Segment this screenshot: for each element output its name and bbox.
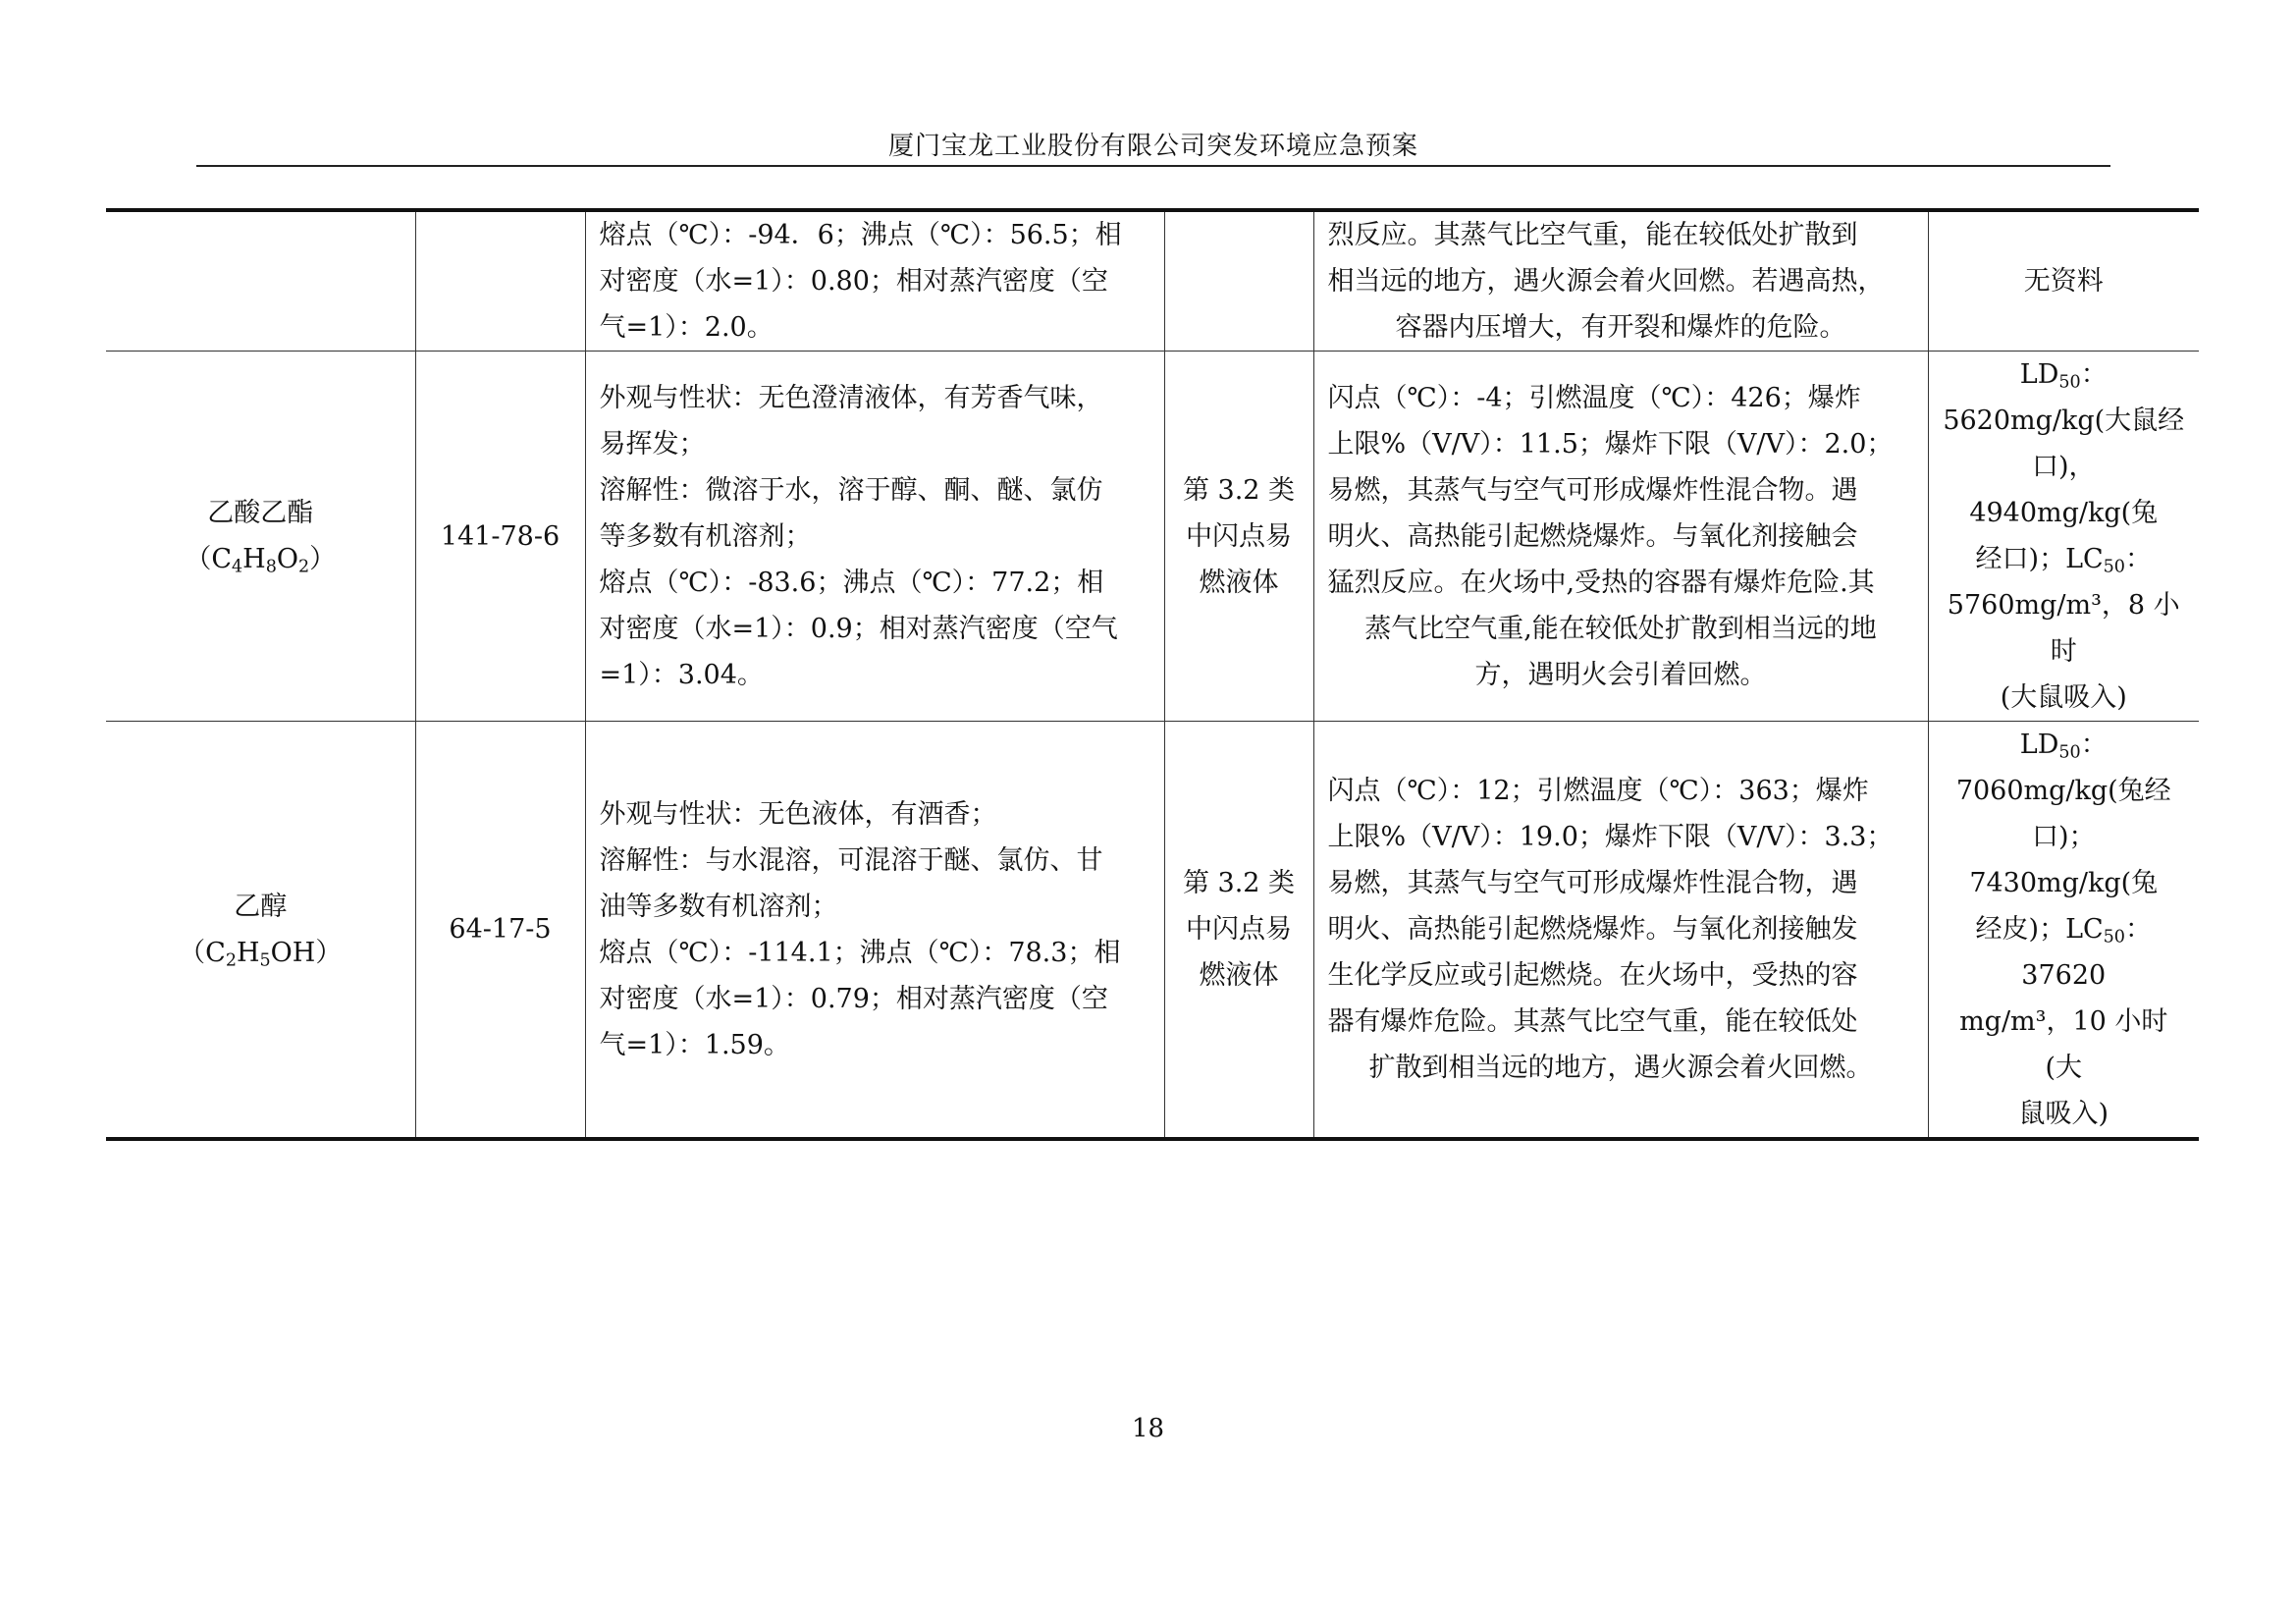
header-divider <box>196 165 2110 167</box>
hazard-line: 上限%（V/V）：19.0；爆炸下限（V/V）：3.3； <box>1327 822 1894 852</box>
hazard-line: 方，遇明火会引着回燃。 <box>1474 659 1767 690</box>
toxicity-line: 经口)；$LC_{50}$： <box>1975 544 2152 577</box>
page-number: 18 <box>1131 1414 1165 1443</box>
toxicity-line: (大鼠吸入) <box>2000 682 2127 713</box>
toxicity-line: 经皮)；$LC_{50}$：37620 <box>1975 914 2152 991</box>
hazard-line: 易燃，其蒸气与空气可形成爆炸性混合物。遇 <box>1327 474 1858 506</box>
toxicity-line: $LD_{50}$： <box>2019 730 2108 763</box>
hazard-line: 易燃，其蒸气与空气可形成爆炸性混合物，遇 <box>1327 868 1858 898</box>
properties-line: 易挥发； <box>599 428 706 460</box>
cas-number-cell <box>415 722 585 1140</box>
hazard-line: 闪点（℃）：12；引燃温度（℃）：363；爆炸 <box>1327 776 1869 806</box>
toxicity-line: 鼠吸入) <box>2018 1099 2109 1129</box>
toxicity-line: 5620mg/kg(大鼠经 <box>1943 406 2185 436</box>
hazard-class-line: 燃液体 <box>1199 567 1279 598</box>
hazard-line: 蒸气比空气重,能在较低处扩散到相当远的地 <box>1364 613 1877 644</box>
hazard-line: 扩散到相当远的地方，遇火源会着火回燃。 <box>1368 1053 1873 1083</box>
table-row <box>106 210 2199 352</box>
toxicity-line: 7060mg/kg(兔经 <box>1955 776 2171 806</box>
document-header-title: 厦门宝龙工业股份有限公司突发环境应急预案 <box>887 132 1418 161</box>
cas-number: 141-78-6 <box>440 520 561 552</box>
properties-cell <box>585 210 1164 352</box>
properties-line: 熔点（℃）：-94．6；沸点（℃）：56.5；相 <box>599 220 1122 250</box>
hazard-line: 猛烈反应。在火场中,受热的容器有爆炸危险.其 <box>1327 567 1875 598</box>
properties-line: 熔点（℃）：-114.1；沸点（℃）：78.3；相 <box>599 937 1121 968</box>
properties-line: 熔点（℃）：-83.6；沸点（℃）：77.2；相 <box>599 567 1104 598</box>
hazard-class-line: 燃液体 <box>1199 960 1279 991</box>
hazard-class-cell <box>1164 722 1313 1140</box>
hazard-class-line: 中闪点易 <box>1186 520 1292 552</box>
hazard-characteristics-cell <box>1313 352 1928 722</box>
substance-formula: $(C_4H_8O_2)$ <box>185 544 337 577</box>
chemical-properties-table <box>106 208 2199 1141</box>
hazard-class-cell <box>1164 210 1313 352</box>
hazard-class-line: 第 3.2 类 <box>1182 868 1296 898</box>
toxicity-cell <box>1928 210 2199 352</box>
substance-name-cell <box>106 210 415 352</box>
toxicity-line: 无资料 <box>2023 266 2104 297</box>
hazard-line: 明火、高热能引起燃烧爆炸。与氧化剂接触会 <box>1327 520 1858 552</box>
hazard-line: 生化学反应或引起燃烧。在火场中，受热的容 <box>1327 960 1858 991</box>
properties-cell <box>585 722 1164 1140</box>
properties-line: =1）：3.04。 <box>599 659 764 690</box>
properties-line: 油等多数有机溶剂； <box>599 891 838 922</box>
properties-line: 对密度（水=1）：0.9；相对蒸汽密度（空气 <box>599 613 1118 644</box>
toxicity-cell <box>1928 352 2199 722</box>
hazard-line: 闪点（℃）：-4；引燃温度（℃）：426；爆炸 <box>1327 382 1861 413</box>
toxicity-cell <box>1928 722 2199 1140</box>
substance-name-cell <box>106 352 415 722</box>
properties-line: 等多数有机溶剂； <box>599 520 812 552</box>
toxicity-line: 5760mg/m³，8 小时 <box>1947 590 2180 667</box>
substance-name: 乙酸乙酯 <box>207 498 314 528</box>
table-row <box>106 722 2199 1140</box>
toxicity-line: mg/m³，10 小时(大 <box>1959 1006 2168 1083</box>
properties-line: 溶解性：微溶于水，溶于醇、酮、醚、氯仿 <box>599 474 1103 506</box>
hazard-class-cell <box>1164 352 1313 722</box>
hazard-class-line: 中闪点易 <box>1186 914 1292 945</box>
table-row <box>106 352 2199 722</box>
properties-line: 对密度（水=1）：0.79；相对蒸汽密度（空 <box>599 983 1108 1014</box>
hazard-line: 容器内压增大，有开裂和爆炸的危险。 <box>1395 312 1846 343</box>
properties-line: 气=1）：1.59。 <box>599 1029 790 1060</box>
properties-line: 外观与性状：无色澄清液体，有芳香气味， <box>599 382 1103 413</box>
substance-name: 乙醇 <box>234 891 288 922</box>
substance-name-cell <box>106 722 415 1140</box>
hazard-class-line: 第 3.2 类 <box>1182 474 1296 506</box>
hazard-characteristics-cell <box>1313 210 1928 352</box>
properties-line: 溶解性：与水混溶，可混溶于醚、氯仿、甘 <box>599 844 1103 876</box>
properties-line: 对密度（水=1）：0.80；相对蒸汽密度（空 <box>599 266 1108 297</box>
substance-formula: $(C_2H_5OH)$ <box>179 937 343 970</box>
hazard-line: 明火、高热能引起燃烧爆炸。与氧化剂接触发 <box>1327 914 1858 945</box>
properties-line: 外观与性状：无色液体，有酒香； <box>599 798 997 830</box>
hazard-characteristics-cell <box>1313 722 1928 1140</box>
cas-number: 64-17-5 <box>449 914 552 945</box>
cas-number-cell <box>415 210 585 352</box>
properties-cell <box>585 352 1164 722</box>
hazard-line: 相当远的地方，遇火源会着火回燃。若遇高热， <box>1327 266 1885 297</box>
hazard-line: 器有爆炸危险。其蒸气比空气重，能在较低处 <box>1327 1006 1858 1037</box>
cas-number-cell <box>415 352 585 722</box>
hazard-line: 烈反应。其蒸气比空气重，能在较低处扩散到 <box>1327 220 1858 250</box>
toxicity-line: 口)；7430mg/kg(兔 <box>1969 822 2159 898</box>
toxicity-line: 口)，4940mg/kg(兔 <box>1969 452 2159 528</box>
hazard-line: 上限%（V/V）：11.5；爆炸下限（V/V）：2.0； <box>1327 428 1894 460</box>
toxicity-line: $LD_{50}$： <box>2019 359 2108 393</box>
properties-line: 气=1）：2.0。 <box>599 312 774 343</box>
